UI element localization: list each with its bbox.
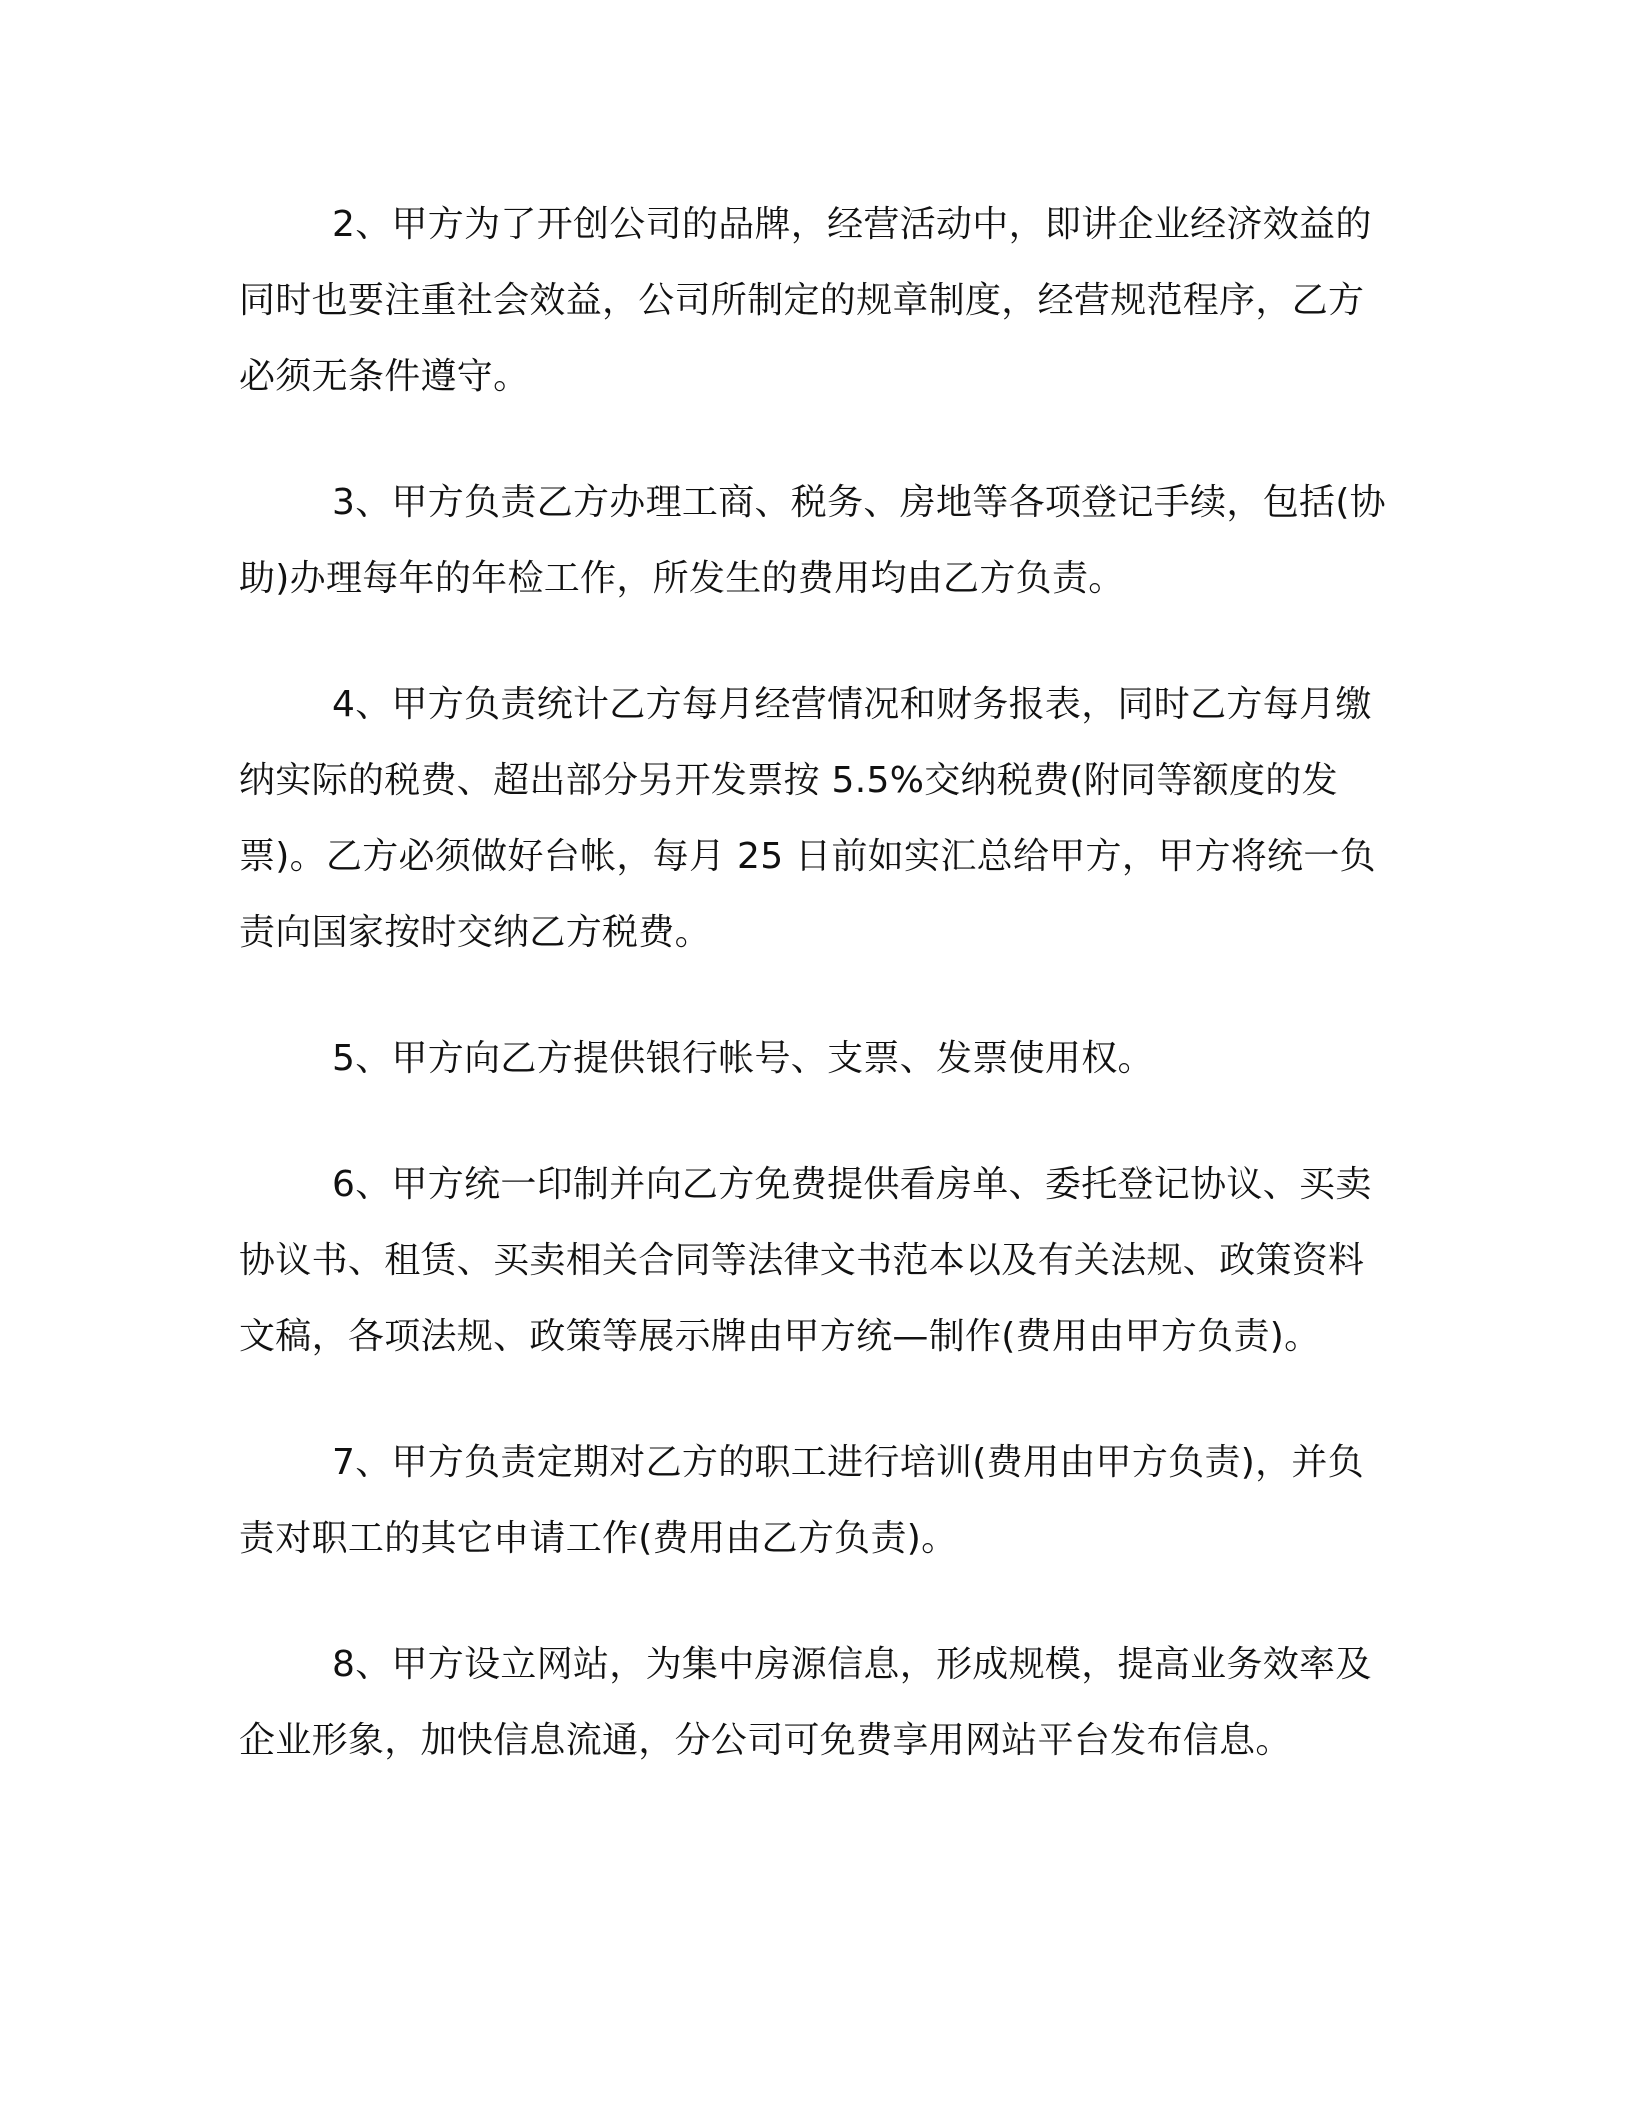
clause-2-line-1: 2、甲方为了开创公司的品牌，经营活动中，即讲企业经济效益 <box>332 204 1336 245</box>
clause-7 <box>239 1425 1399 1577</box>
clause-2-line-3: 乙方必须无条件遵守。 <box>239 280 1365 397</box>
clause-4-line-4: 一负责向国家按时交纳乙方税费。 <box>239 836 1376 953</box>
clause-6 <box>239 1147 1399 1375</box>
clause-3-line-2: (协助)办理每年的年检工作，所发生的费用均由乙方负责。 <box>239 482 1386 599</box>
clause-8-line-2: 及企业形象，加快信息流通，分公司可免费享用网站平台发布信息。 <box>239 1644 1372 1761</box>
clause-2-line-2: 的同时也要注重社会效益，公司所制定的规章制度，经营规范程序， <box>239 204 1372 321</box>
clause-8-line-1: 8、甲方设立网站，为集中房源信息，形成规模，提高业务效率 <box>332 1644 1336 1685</box>
clause-4-line-3: 发票)。乙方必须做好台帐，每月 25 日前如实汇总给甲方，甲方将统 <box>239 760 1338 877</box>
clause-4-line-1: 4、甲方负责统计乙方每月经营情况和财务报表，同时乙方每月 <box>332 684 1336 725</box>
clause-6-line-2: 卖协议书、租赁、买卖相关合同等法律文书范本以及有关法规、政策 <box>239 1164 1372 1281</box>
clause-5 <box>239 1021 1399 1097</box>
document-body <box>239 187 1399 1829</box>
clause-6-line-1: 6、甲方统一印制并向乙方免费提供看房单、委托登记协议、买 <box>332 1164 1336 1205</box>
clause-7-line-2: 责对职工的其它申请工作(费用由乙方负责)。 <box>239 1518 958 1559</box>
clause-6-line-3: 资料文稿，各项法规、政策等展示牌由甲方统—制作(费用由甲方负责)。 <box>239 1240 1365 1357</box>
clause-3 <box>239 465 1399 617</box>
clause-8 <box>239 1627 1399 1779</box>
clause-4 <box>239 667 1399 971</box>
clause-7-line-1: 7、甲方负责定期对乙方的职工进行培训(费用由甲方负责)，并负 <box>332 1442 1364 1483</box>
clause-3-line-1: 3、甲方负责乙方办理工商、税务、房地等各项登记手续，包括 <box>332 482 1336 523</box>
clause-4-line-2: 缴纳实际的税费、超出部分另开发票按 5.5%交纳税费(附同等额度的 <box>239 684 1372 801</box>
clause-2 <box>239 187 1399 415</box>
clause-5-line-1: 5、甲方向乙方提供银行帐号、支票、发票使用权。 <box>332 1038 1154 1079</box>
